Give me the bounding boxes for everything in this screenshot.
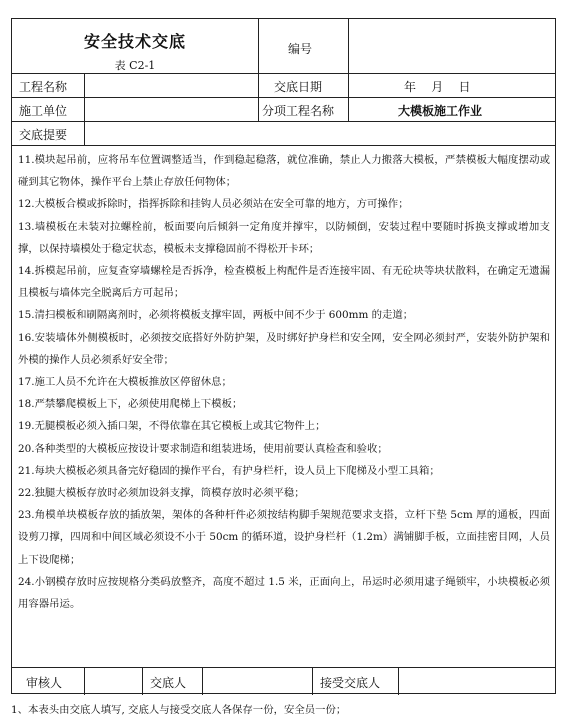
number-label: 编号 [288,42,313,56]
row-divider [12,97,555,98]
disclosure-content [18,149,550,615]
row-divider [12,121,555,122]
project-name-label: 工程名称 [19,80,68,94]
list-item: 21.每块大模板必须具备完好稳固的操作平台，有护身栏杆，设人员上下爬梯及小型工具箱； [18,464,440,477]
date-field[interactable]: 年 月 日 [404,80,471,94]
row-divider [12,145,555,146]
sub-project-label: 分项工程名称 [262,104,335,118]
list-item: 23.角模单块模板存放的插放架，架体的各种杆件必须按结构脚手架规范要求支搭，立杆下垫 5cm 厚的通板，四面设剪刀撑，四周和中间区域必须设不小于 50cm 的循环道，设护身栏杆（1.2m）满铺脚手板，立面挂密目网，人员上下设爬梯； [18,509,550,566]
list-item: 13.墙模板在未装对拉螺栓前，板面要向后倾斜一定角度并撑牢，以防倾倒，安装过程中要随时拆换支撑或增加支撑，以保持墙模处于稳定状态，模板未支撑稳固前不得松开卡环； [18,220,550,255]
construction-unit-label: 施工单位 [19,104,68,118]
row-divider [12,667,555,668]
col-divider [202,667,203,695]
row-divider [12,73,555,74]
col-divider [348,19,349,73]
list-item: 14.拆模起吊前，应复查穿墙螺栓是否拆净，检查模板上构配件是否连接牢固、有无砼块等块状散料，在确定无遗漏且模板与墙体完全脱离后方可起吊； [18,265,550,300]
list-item: 18.严禁攀爬模板上下，必须使用爬梯上下模板； [18,398,243,411]
col-divider [258,73,259,121]
col-divider [84,667,85,695]
sub-project-value: 大模板施工作业 [398,104,483,118]
form-title: 安全技术交底 [83,32,186,51]
reviewer-label: 审核人 [26,676,63,690]
list-item: 11.模块起吊前，应将吊车位置调整适当，作到稳起稳落，就位准确，禁止人力搬落大模板，严禁模板大幅度摆动或碰到其它物体，操作平台上禁止存放任何物体； [18,154,550,189]
list-item: 16.安装墙体外侧模板时，必须按交底搭好外防护架，及时绑好护身栏和安全网，安全网必须封严，安装外防护架和外模的操作人员必须系好安全带； [18,331,550,366]
col-divider [258,19,259,73]
col-divider [142,667,143,695]
presenter-label: 交底人 [150,676,187,690]
list-item: 19.无腿模板必须入插口架，不得依靠在其它模板上或其它物件上； [18,420,326,433]
list-item: 24.小钢模存放时应按规格分类码放整齐，高度不超过 1.5 米，正面向上，吊运时必须用逮子绳锁牢，小块模板必须用容器吊运。 [18,575,550,611]
summary-label: 交底提要 [19,128,68,142]
list-item: 12.大模板合模或拆除时，指挥拆除和挂钩人员必须站在安全可靠的地方，方可操作； [18,198,409,211]
list-item: 22.独腿大模板存放时必须加设斜支撑，筒模存放时必须平稳； [18,487,305,500]
list-item: 20.各种类型的大模板应按设计要求制造和组装进场，使用前要认真检查和验收； [18,442,388,455]
footer-note: 1、本表头由交底人填写, 交底人与接受交底人各保存一份，安全员一份； [11,704,347,716]
col-divider [84,73,85,145]
safety-disclosure-form [11,18,556,694]
date-label: 交底日期 [274,80,323,94]
receiver-label: 接受交底人 [320,676,381,690]
list-item: 17.施工人员不允许在大模板推放区停留休息； [18,376,232,389]
col-divider [348,73,349,121]
list-item: 15.清扫模板和刷隔离剂时，必须将模板支撑牢固，两板中间不少于 600mm 的走道； [18,309,414,322]
form-code: 表 C2-1 [114,59,156,72]
col-divider [312,667,313,695]
col-divider [398,667,399,695]
